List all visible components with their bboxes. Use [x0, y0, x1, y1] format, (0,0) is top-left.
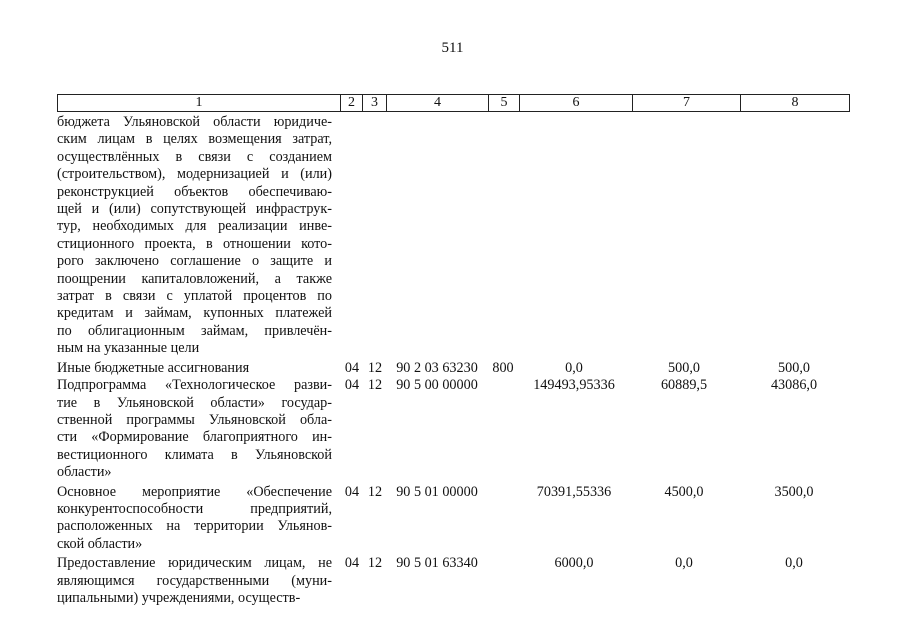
section-code: 04	[344, 377, 360, 394]
row-description	[57, 377, 332, 481]
description-line: (строительством), модернизацией и (или)	[57, 166, 332, 183]
amount-year-1: 0,0	[565, 359, 583, 376]
description-line: реконструкцией объектов обеспечиваю-	[57, 183, 332, 200]
amount-year-3: 500,0	[778, 359, 810, 376]
description-line: стиционного проекта, в отношении кото-	[57, 235, 332, 252]
amount-year-1: 149493,95336	[533, 377, 615, 394]
description-line: тур, необходимых для реализации инве-	[57, 218, 332, 235]
column-header-6: 6	[520, 95, 633, 112]
description-line: являющимся государственными (муни-	[57, 572, 332, 589]
target-item-code: 90 5 00 00000	[396, 377, 478, 394]
description-line: Основное мероприятие «Обеспечение	[57, 483, 332, 500]
table-row	[57, 484, 849, 554]
subsection-code: 12	[367, 555, 383, 572]
description-line: тие в Ульяновской области» государ-	[57, 394, 332, 411]
column-header-7: 7	[633, 95, 741, 112]
target-item-code: 90 5 01 63340	[396, 555, 478, 572]
description-line: Подпрограмма «Технологическое разви-	[57, 377, 332, 394]
description-line: расположенных на территории Ульянов-	[57, 518, 332, 535]
description-line: ственной программы Ульяновской обла-	[57, 411, 332, 428]
description-line: осуществлённых в связи с созданием	[57, 148, 332, 165]
subsection-code: 12	[367, 377, 383, 394]
description-line: поощрении капиталовложений, а также	[57, 270, 332, 287]
column-header-8: 8	[741, 95, 850, 112]
description-line: области»	[57, 464, 112, 481]
description-line: конкурентоспособности предприятий,	[57, 500, 332, 517]
row-description	[57, 360, 332, 377]
amount-year-3: 43086,0	[770, 377, 818, 394]
target-item-code: 90 5 01 00000	[396, 483, 478, 500]
description-line: ным на указанные цели	[57, 340, 200, 357]
column-header-4: 4	[387, 95, 489, 112]
description-line: по облигационным займам, привлечён-	[57, 322, 332, 339]
table-row	[57, 114, 849, 358]
column-header-3: 3	[363, 95, 387, 112]
amount-year-3: 3500,0	[774, 483, 814, 500]
table-row	[57, 555, 849, 607]
section-code: 04	[344, 359, 360, 376]
amount-year-1: 6000,0	[554, 555, 594, 572]
budget-table-body	[57, 114, 849, 607]
row-description	[57, 555, 332, 607]
row-description	[57, 114, 332, 358]
description-line: щей и (или) сопутствующей инфраструк-	[57, 201, 332, 218]
description-line: ципальными) учреждениями, осуществ-	[57, 589, 301, 606]
description-line: Предоставление юридическим лицам, не	[57, 555, 332, 572]
description-line: рого заключено соглашение о защите и	[57, 253, 332, 270]
description-line: вестиционного климата в Ульяновской	[57, 446, 332, 463]
amount-year-3: 0,0	[785, 555, 803, 572]
column-header-1: 1	[58, 95, 341, 112]
expense-type-code: 800	[492, 359, 514, 376]
column-header-row	[57, 94, 850, 112]
amount-year-2: 60889,5	[660, 377, 708, 394]
section-code: 04	[344, 483, 360, 500]
column-header-2: 2	[341, 95, 363, 112]
description-line: затрат в связи с уплатой процентов по	[57, 288, 332, 305]
description-line: сти «Формирование благоприятного ин-	[57, 429, 332, 446]
description-line: бюджета Ульяновской области юридиче-	[57, 114, 332, 130]
column-header-5: 5	[489, 95, 520, 112]
description-line: ским лицам в целях возмещения затрат,	[57, 131, 332, 148]
target-item-code: 90 2 03 63230	[396, 359, 478, 376]
amount-year-2: 500,0	[668, 359, 700, 376]
amount-year-2: 0,0	[675, 555, 693, 572]
subsection-code: 12	[367, 359, 383, 376]
page-number: 511	[441, 40, 464, 56]
subsection-code: 12	[367, 483, 383, 500]
amount-year-2: 4500,0	[664, 483, 704, 500]
table-row	[57, 377, 849, 481]
section-code: 04	[344, 555, 360, 572]
description-line: кредитам и займам, купонных платежей	[57, 305, 332, 322]
table-row	[57, 360, 849, 377]
description-line: Иные бюджетные ассигнования	[57, 359, 250, 376]
amount-year-1: 70391,55336	[536, 483, 612, 500]
row-description	[57, 484, 332, 554]
description-line: ской области»	[57, 535, 143, 552]
